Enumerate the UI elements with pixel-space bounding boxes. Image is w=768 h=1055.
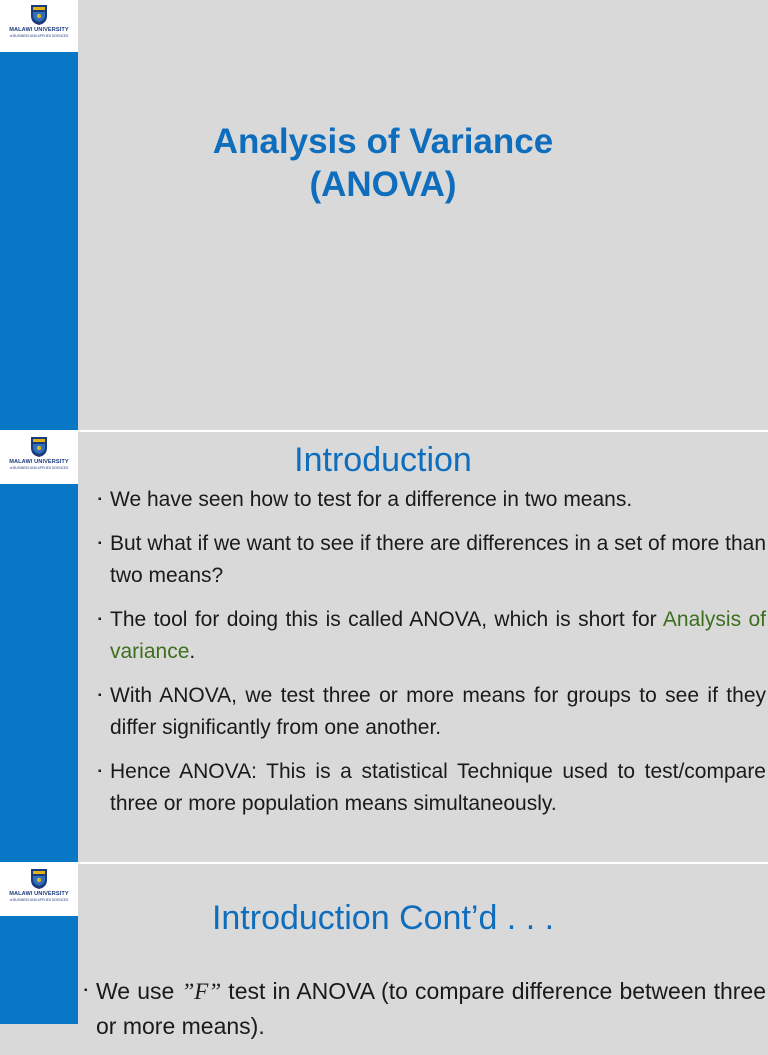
highlight-term: Analysis of variance [110, 608, 767, 663]
section-heading: Introduction Cont’d . . . [211, 899, 555, 937]
title-line-1: Analysis of Variance [212, 122, 554, 161]
section-heading: Introduction [294, 441, 472, 479]
bullet-text-end: test in ANOVA (to compare difference between three or more means). [96, 978, 766, 1039]
list-item [98, 680, 766, 744]
list-item [98, 604, 766, 668]
bullet-text: But what if we want to see if there are differences in a set of more than two means? [110, 532, 766, 587]
crest-icon [30, 868, 48, 890]
logo-subtitle: of BUSINESS AND APPLIED SCIENCES [9, 465, 69, 470]
bullet-text: We have seen how to test for a difference in two means. [110, 488, 633, 511]
bullet-list [84, 974, 766, 1055]
logo-name: MALAWI UNIVERSITY [9, 891, 69, 897]
sidebar [0, 864, 78, 1024]
bullet-icon: ▪ [98, 614, 102, 625]
slide-title-text [80, 120, 686, 206]
slide-introduction [0, 432, 768, 862]
bullet-icon: ▪ [84, 985, 88, 996]
university-logo [0, 432, 78, 484]
bullet-text-end: . [189, 640, 196, 663]
bullet-icon: ▪ [98, 766, 102, 777]
list-item [98, 756, 766, 820]
logo-name: MALAWI UNIVERSITY [9, 459, 69, 465]
crest-icon [30, 4, 48, 26]
logo-subtitle: of BUSINESS AND APPLIED SCIENCES [9, 33, 69, 38]
bullet-text: The tool for doing this is called ANOVA, which is short for [110, 608, 663, 631]
logo-name: MALAWI UNIVERSITY [9, 27, 69, 33]
bullet-icon: ▪ [98, 494, 102, 505]
logo-subtitle: of BUSINESS AND APPLIED SCIENCES [9, 897, 69, 902]
bullet-icon: ▪ [98, 690, 102, 701]
university-logo [0, 0, 78, 52]
sidebar [0, 0, 78, 430]
list-item [98, 528, 766, 592]
bullet-text: With ANOVA, we test three or more means for groups to see if they differ significantly from one another. [110, 684, 766, 739]
slide-introduction-contd [0, 864, 768, 1039]
university-logo [0, 864, 78, 916]
bullet-text: We use [96, 978, 182, 1004]
bullet-icon: ▪ [98, 538, 102, 549]
list-item [98, 484, 766, 516]
sidebar [0, 432, 78, 862]
title-line-2: (ANOVA) [309, 165, 457, 204]
bullet-text: Hence ANOVA: This is a statistical Technique used to test/compare three or more population means simultaneously. [110, 760, 766, 815]
f-symbol: ”F” [181, 979, 222, 1004]
list-item [84, 974, 766, 1043]
slide-title [0, 0, 768, 430]
bullet-list [98, 484, 766, 832]
crest-icon [30, 436, 48, 458]
